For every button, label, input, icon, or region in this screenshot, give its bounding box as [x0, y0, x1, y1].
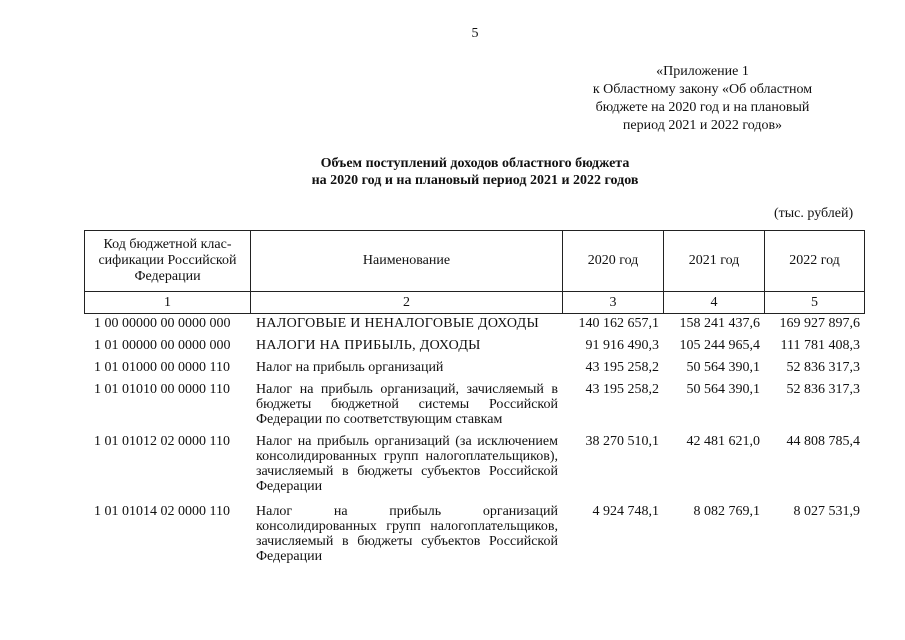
row-value-2020: 140 162 657,1 — [578, 316, 659, 331]
row-value-2022: 52 836 317,3 — [786, 382, 860, 397]
row-name: Налог на прибыль организаций (за исключением консолидированных групп налогоплательщиков), зачисляемый в бюджеты субъектов Российской Федерации — [256, 434, 558, 494]
row-code: 1 00 00000 00 0000 000 — [94, 316, 231, 331]
row-name: Налог на прибыль организаций — [256, 360, 444, 375]
units-label: (тыс. рублей) — [774, 206, 854, 221]
row-value-2022: 111 781 408,3 — [780, 338, 860, 353]
row-name: НАЛОГОВЫЕ И НЕНАЛОГОВЫЕ ДОХОДЫ — [256, 316, 539, 331]
row-code: 1 01 00000 00 0000 000 — [94, 338, 231, 353]
title-line-1: Объем поступлений доходов областного бюджета — [320, 156, 630, 171]
row-value-2021: 158 241 437,6 — [679, 316, 760, 331]
row-name: НАЛОГИ НА ПРИБЫЛЬ, ДОХОДЫ — [256, 338, 481, 353]
row-value-2021: 42 481 621,0 — [686, 434, 760, 449]
header-2022: 2022 год — [765, 231, 865, 292]
row-value-2022: 44 808 785,4 — [786, 434, 860, 449]
page-number: 5 — [471, 26, 479, 41]
title-line-2: на 2020 год и на плановый период 2021 и 2022 годов — [311, 173, 639, 188]
revenue-table-header — [84, 230, 865, 314]
header-2021: 2021 год — [664, 231, 765, 292]
row-value-2022: 52 836 317,3 — [786, 360, 860, 375]
header-code-line-2: сификации Российской — [98, 253, 237, 268]
appendix-note — [560, 63, 845, 135]
row-value-2020: 4 924 748,1 — [592, 504, 659, 519]
row-code: 1 01 01014 02 0000 110 — [94, 504, 230, 519]
row-code: 1 01 01010 00 0000 110 — [94, 382, 230, 397]
row-name: Налог на прибыль организаций, зачисляемый в бюджеты бюджетной системы Российской Федерации по соответствующим ставкам — [256, 382, 558, 427]
row-value-2021: 8 082 769,1 — [693, 504, 760, 519]
row-value-2020: 43 195 258,2 — [585, 382, 659, 397]
header-2020: 2020 год — [563, 231, 664, 292]
row-value-2020: 91 916 490,3 — [585, 338, 659, 353]
row-value-2021: 50 564 390,1 — [686, 382, 760, 397]
header-name: Наименование — [251, 231, 563, 292]
row-value-2020: 43 195 258,2 — [585, 360, 659, 375]
row-code: 1 01 01012 02 0000 110 — [94, 434, 230, 449]
header-code — [85, 231, 251, 292]
row-code: 1 01 01000 00 0000 110 — [94, 360, 230, 375]
row-value-2020: 38 270 510,1 — [585, 434, 659, 449]
column-number-4: 4 — [664, 292, 765, 314]
document-title — [0, 155, 905, 189]
column-number-1: 1 — [85, 292, 251, 314]
header-code-line-1: Код бюджетной клас- — [103, 237, 232, 252]
row-value-2021: 105 244 965,4 — [679, 338, 760, 353]
row-value-2022: 169 927 897,6 — [779, 316, 860, 331]
row-value-2022: 8 027 531,9 — [793, 504, 860, 519]
row-name: Налог на прибыль организаций консолидированных групп налогоплательщиков, зачисляемый в бюджеты субъектов Российской Федерации — [256, 504, 558, 564]
column-number-2: 2 — [251, 292, 563, 314]
header-code-line-3: Федерации — [134, 269, 201, 284]
appendix-line-1: «Приложение 1 — [656, 64, 749, 79]
column-number-5: 5 — [765, 292, 865, 314]
appendix-line-2: к Областному закону «Об областном — [592, 82, 813, 97]
row-value-2021: 50 564 390,1 — [686, 360, 760, 375]
appendix-line-4: период 2021 и 2022 годов» — [622, 118, 783, 133]
appendix-line-3: бюджете на 2020 год и на плановый — [595, 100, 810, 115]
column-number-3: 3 — [563, 292, 664, 314]
